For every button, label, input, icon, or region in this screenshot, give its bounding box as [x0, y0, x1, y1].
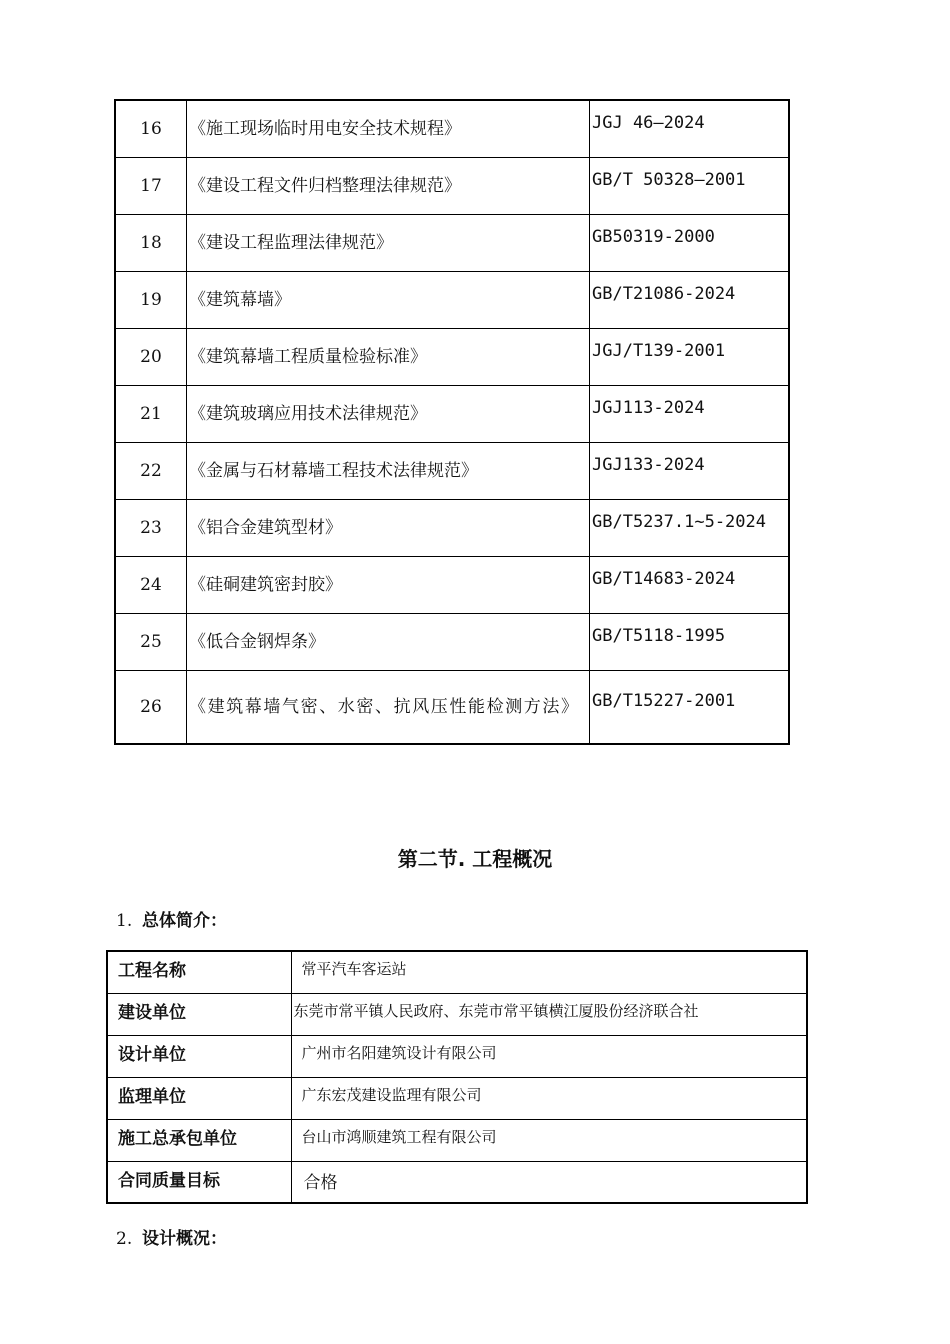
row-number: 23 — [115, 500, 187, 557]
row-number: 24 — [115, 557, 187, 614]
table-row — [115, 500, 789, 557]
standard-name: 《建设工程文件归档整理法律规范》 — [187, 158, 590, 215]
standards-table — [114, 99, 790, 745]
standard-code: GB/T 50328—2001 — [590, 158, 790, 215]
standard-name: 《建筑幕墙工程质量检验标准》 — [187, 329, 590, 386]
standard-code: GB/T5237.1~5-2024 — [590, 500, 790, 557]
table-row — [115, 272, 789, 329]
table-row — [107, 1161, 807, 1203]
table-row — [107, 951, 807, 993]
design-heading — [116, 1224, 227, 1249]
standard-name: 《建设工程监理法律规范》 — [187, 215, 590, 272]
table-row — [107, 1035, 807, 1077]
info-value: 常平汽车客运站 — [291, 951, 807, 993]
row-number: 19 — [115, 272, 187, 329]
info-key: 工程名称 — [107, 951, 291, 993]
standard-name: 《建筑幕墙》 — [187, 272, 590, 329]
overview-heading — [116, 906, 227, 931]
table-row — [115, 215, 789, 272]
section-title: 第二节. 工程概况 — [397, 847, 553, 871]
table-row — [115, 386, 789, 443]
info-key: 建设单位 — [107, 993, 291, 1035]
heading-label: 总体简介： — [142, 911, 227, 931]
table-row — [107, 1077, 807, 1119]
info-value: 东莞市常平镇人民政府、东莞市常平镇横江厦股份经济联合社 — [291, 993, 807, 1035]
standard-name: 《铝合金建筑型材》 — [187, 500, 590, 557]
standard-code: JGJ 46—2024 — [590, 100, 790, 158]
info-key: 合同质量目标 — [107, 1161, 291, 1203]
table-row — [115, 443, 789, 500]
row-number: 26 — [115, 671, 187, 745]
standard-name: 《建筑幕墙气密、水密、抗风压性能检测方法》 — [187, 671, 590, 745]
standard-code: GB50319-2000 — [590, 215, 790, 272]
table-row — [115, 329, 789, 386]
row-number: 21 — [115, 386, 187, 443]
standard-name: 《施工现场临时用电安全技术规程》 — [187, 100, 590, 158]
standard-name: 《金属与石材幕墙工程技术法律规范》 — [187, 443, 590, 500]
table-row — [115, 158, 789, 215]
standard-code: JGJ113-2024 — [590, 386, 790, 443]
row-number: 25 — [115, 614, 187, 671]
standard-code: JGJ133-2024 — [590, 443, 790, 500]
row-number: 20 — [115, 329, 187, 386]
standard-code: GB/T15227-2001 — [590, 671, 790, 745]
table-row — [115, 614, 789, 671]
table-row — [115, 100, 789, 158]
table-row — [115, 671, 789, 745]
row-number: 22 — [115, 443, 187, 500]
info-value: 广州市名阳建筑设计有限公司 — [291, 1035, 807, 1077]
info-value: 台山市鸿顺建筑工程有限公司 — [291, 1119, 807, 1161]
heading-number: 1. — [116, 911, 133, 931]
table-row — [107, 1119, 807, 1161]
table-row — [107, 993, 807, 1035]
standard-code: JGJ/T139-2001 — [590, 329, 790, 386]
info-key: 施工总承包单位 — [107, 1119, 291, 1161]
standard-name: 《低合金钢焊条》 — [187, 614, 590, 671]
info-value: 合格 — [291, 1161, 807, 1203]
standard-name: 《硅硐建筑密封胶》 — [187, 557, 590, 614]
info-key: 设计单位 — [107, 1035, 291, 1077]
standard-code: GB/T21086-2024 — [590, 272, 790, 329]
standard-name: 《建筑玻璃应用技术法律规范》 — [187, 386, 590, 443]
row-number: 16 — [115, 100, 187, 158]
project-info-table — [106, 950, 808, 1204]
table-row — [115, 557, 789, 614]
info-key: 监理单位 — [107, 1077, 291, 1119]
info-value: 广东宏茂建设监理有限公司 — [291, 1077, 807, 1119]
row-number: 17 — [115, 158, 187, 215]
heading-label: 设计概况： — [142, 1229, 227, 1249]
standard-code: GB/T5118-1995 — [590, 614, 790, 671]
heading-number: 2. — [116, 1229, 133, 1249]
row-number: 18 — [115, 215, 187, 272]
standard-code: GB/T14683-2024 — [590, 557, 790, 614]
